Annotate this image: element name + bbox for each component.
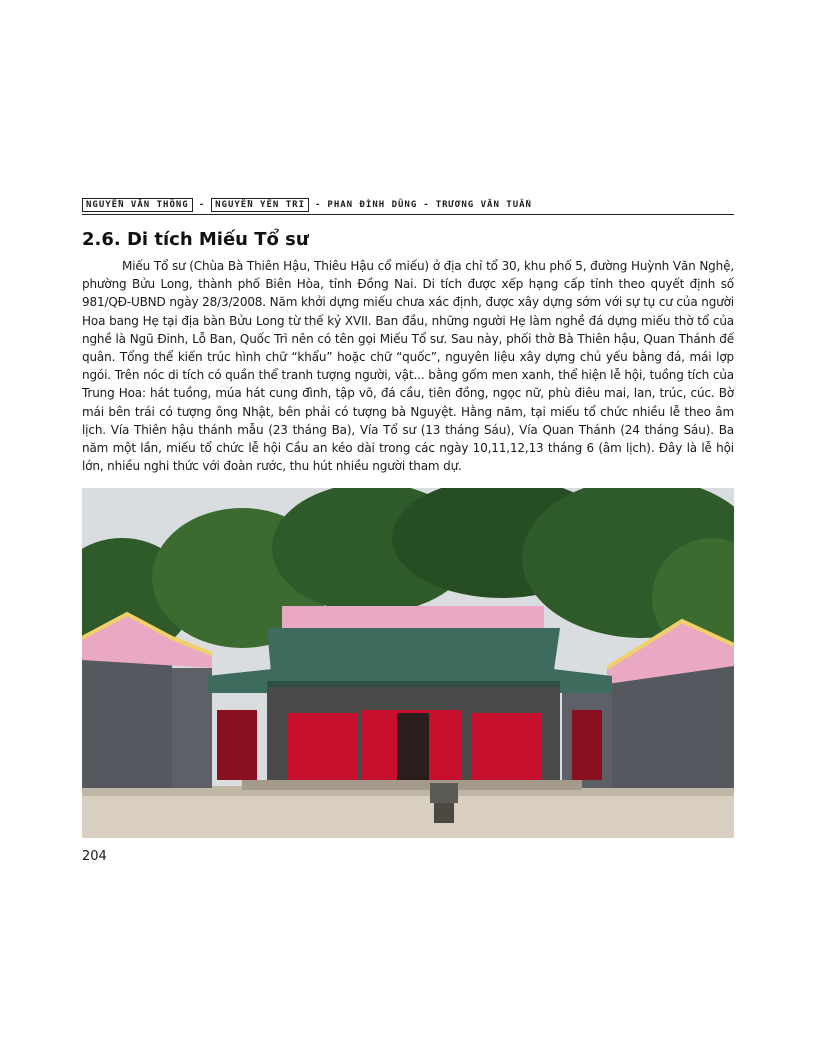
header-author-2: NGUYỄN YÊN TRI: [211, 198, 309, 212]
section-title: 2.6. Di tích Miếu Tổ sư: [82, 229, 309, 250]
temple-photo: [82, 488, 734, 838]
header-separator: -: [314, 200, 322, 210]
header-separator: -: [423, 200, 430, 210]
incense-urn: [430, 783, 458, 823]
header-author-4: TRƯƠNG VĂN TUẤN: [435, 200, 532, 210]
running-header: [82, 196, 734, 215]
header-author-3: PHAN ĐÌNH DŨNG: [327, 200, 418, 210]
page-number: 204: [82, 849, 107, 864]
facade: [217, 687, 602, 787]
header-separator: -: [198, 200, 206, 210]
header-author-1: NGUYỄN VĂN THÔNG: [82, 198, 193, 212]
section-body-paragraph: Miếu Tổ sư (Chùa Bà Thiên Hậu, Thiêu Hậu cổ miếu) ở địa chỉ tổ 30, khu phố 5, đường Huỳnh Văn Nghệ, phường Bửu Long, thành phố Biên Hòa, tỉnh Đồng Nai. Di tích được xếp hạng cấp tỉnh theo quyết định số 981/QĐ-UBND ngày 28/3/2008. Năm khởi dựng miếu chưa xác định, được xây dựng sớm với sự tụ cư của người Hoa bang Hẹ tại địa bàn Bửu Long từ thế kỷ XVII. Ban đầu, những người Hẹ làm nghề đá dựng miếu thờ tổ của nghề là Ngũ Đinh, Lỗ Ban, Quốc Trì nên có tên gọi Miếu Tổ sư. Sau này, phối thờ Bà Thiên hậu, Quan Thánh đế quân. Tổng thể kiến trúc hình chữ “khẩu” hoặc chữ “quốc”, nguyên liệu xây dựng chủ yếu bằng đá, mái lợp ngói. Trên nóc di tích có quần thể tranh tượng người, vật... bằng gốm men xanh, thể hiện lễ hội, tuồng tích của Trung Hoa: hát tuồng, múa hát cung đình, tập võ, đá cầu, tiên đồng, ngọc nữ, phù điêu mai, lan, trúc, cúc. Bờ mái bên trái có tượng ông Nhật, bên phải có tượng bà Nguyệt. Hằng năm, tại miếu tổ chức nhiều lễ theo âm lịch. Vía Thiên hậu thánh mẫu (23 tháng Ba), Vía Tổ sư (13 tháng Sáu), Vía Quan Thánh (24 tháng Sáu). Ba năm một lần, miếu tổ chức lễ hội Cầu an kéo dài trong các ngày 10,11,12,13 tháng 6 (âm lịch). Đây là lễ hội lớn, nhiều nghi thức với đoàn rước, thu hút nhiều người tham dự.: [82, 259, 734, 474]
